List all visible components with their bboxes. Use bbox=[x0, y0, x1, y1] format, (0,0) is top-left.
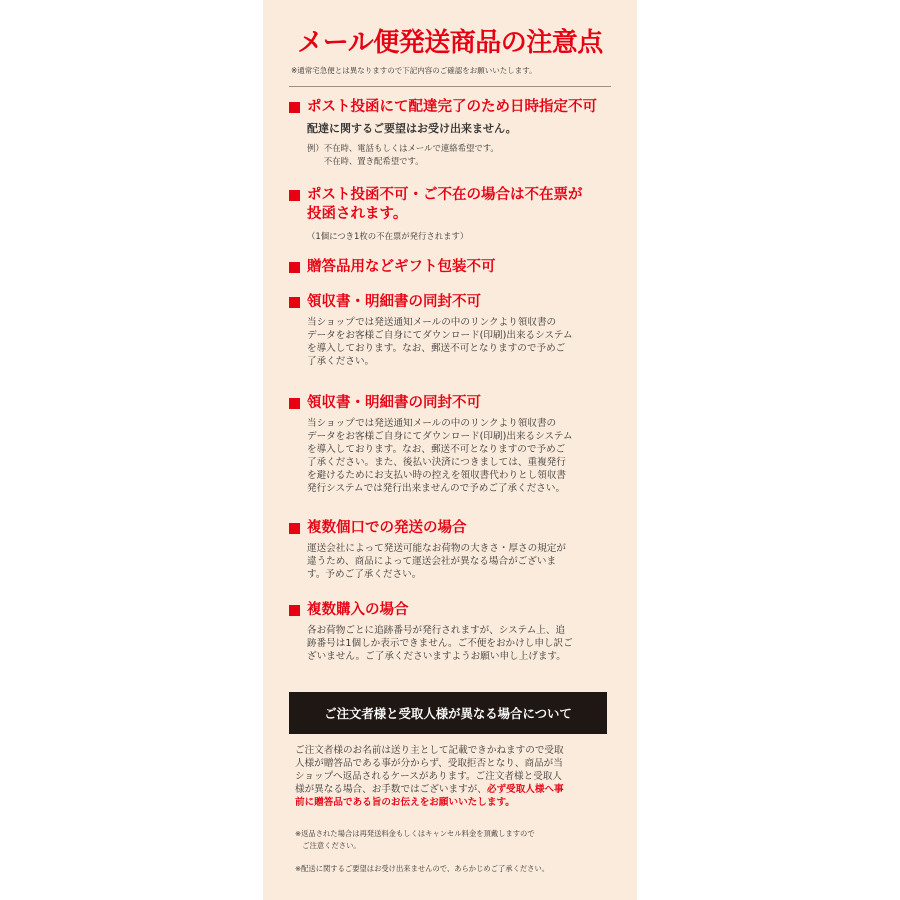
notice-panel bbox=[263, 0, 637, 900]
section-gift-wrap bbox=[289, 258, 611, 277]
footnote-return: ※返品された場合は再発送料金もしくはキャンセル料金を頂戴しますので ご注意ください。 bbox=[295, 829, 535, 850]
square-bullet-icon bbox=[289, 523, 300, 534]
square-bullet-icon bbox=[289, 605, 300, 616]
footnote-delivery: ※配送に関するご要望はお受け出来ませんので、あらかじめご了承ください。 bbox=[295, 864, 550, 873]
recipient-notice-body: ご注文者様のお名前は送り主として記載できかねますので受取 人様が贈答品である事が分からず、受取拒否となり、商品が当 ショップへ返品されるケースがあります。ご注文者様と受取人 様が異なる場合、お手数ではございますが、必ず受取人様へ事 前に贈答品である旨のお伝えをお願いいたします。 bbox=[295, 744, 607, 809]
section-heading: ポスト投函にて配達完了のため日時指定不可 bbox=[289, 98, 611, 117]
example-note: 例）不在時、電話もしくはメールで連絡希望です。 不在時、置き配希望です。 bbox=[307, 143, 499, 166]
square-bullet-icon bbox=[289, 398, 300, 409]
section-body: 各お荷物ごとに追跡番号が発行されますが、システム上、追 跡番号は1個しか表示できません。ご不便をおかけし申し訳ご ざいません。ご了承くださいますようお願い申し上げます。 bbox=[307, 625, 573, 662]
section-multi-parcel bbox=[289, 519, 611, 581]
square-bullet-icon bbox=[289, 262, 300, 273]
section-heading: 複数購入の場合 bbox=[289, 601, 611, 620]
section-heading: ポスト投函不可・ご不在の場合は不在票が 投函されます。 bbox=[289, 186, 611, 224]
square-bullet-icon bbox=[289, 190, 300, 201]
section-heading: 領収書・明細書の同封不可 bbox=[289, 394, 611, 413]
intro-note: ※通常宅急便とは異なりますので下記内容のご確認をお願いいたします。 bbox=[291, 66, 537, 75]
slip-note: （1個につき1枚の不在票が発行されます） bbox=[307, 231, 469, 241]
section-heading: 複数個口での発送の場合 bbox=[289, 519, 611, 538]
section-subheading: 配達に関するご要望はお受け出来ません。 bbox=[307, 122, 517, 135]
square-bullet-icon bbox=[289, 102, 300, 113]
square-bullet-icon bbox=[289, 297, 300, 308]
section-receipt-1 bbox=[289, 293, 611, 368]
section-multi-purchase bbox=[289, 601, 611, 663]
mixed-line: 様が異なる場合、お手数ではございますが、必ず受取人様へ事 bbox=[295, 784, 564, 795]
section-absence-slip bbox=[289, 186, 611, 243]
section-heading: 領収書・明細書の同封不可 bbox=[289, 293, 611, 312]
highlight-text: 必ず受取人様へ事 bbox=[486, 784, 564, 795]
section-body: 運送会社によって発送可能なお荷物の大きさ・厚さの規定が 違うため、商品によって運送会社が異なる場合がございま す。予めご了承ください。 bbox=[307, 543, 567, 580]
page-title: メール便発送商品の注意点 bbox=[297, 28, 603, 58]
divider bbox=[289, 86, 611, 87]
section-delivery-time bbox=[289, 98, 611, 167]
recipient-notice-banner: ご注文者様と受取人様が異なる場合について bbox=[289, 692, 607, 734]
section-heading: 贈答品用などギフト包装不可 bbox=[289, 258, 611, 277]
section-body: 当ショップでは発送通知メールの中のリンクより領収書の データをお客様ご自身にてダウンロード(印刷)出来るシステム を導入しております。なお、郵送不可となりますので予めご 了承ください。 bbox=[307, 317, 573, 367]
highlight-text: 前に贈答品である旨のお伝えをお願いいたします。 bbox=[295, 797, 515, 808]
section-body: 当ショップでは発送通知メールの中のリンクより領収書の データをお客様ご自身にてダウンロード(印刷)出来るシステム を導入しております。なお、郵送不可となりますので予めご 了承ください。また、後払い決済につきましては、重複発行 を避けるためにお支払い時の控えを領収書代わりとし領収書 発行システムでは発行出来ませんので予めご了承ください。 bbox=[307, 418, 573, 494]
section-receipt-2 bbox=[289, 394, 611, 495]
